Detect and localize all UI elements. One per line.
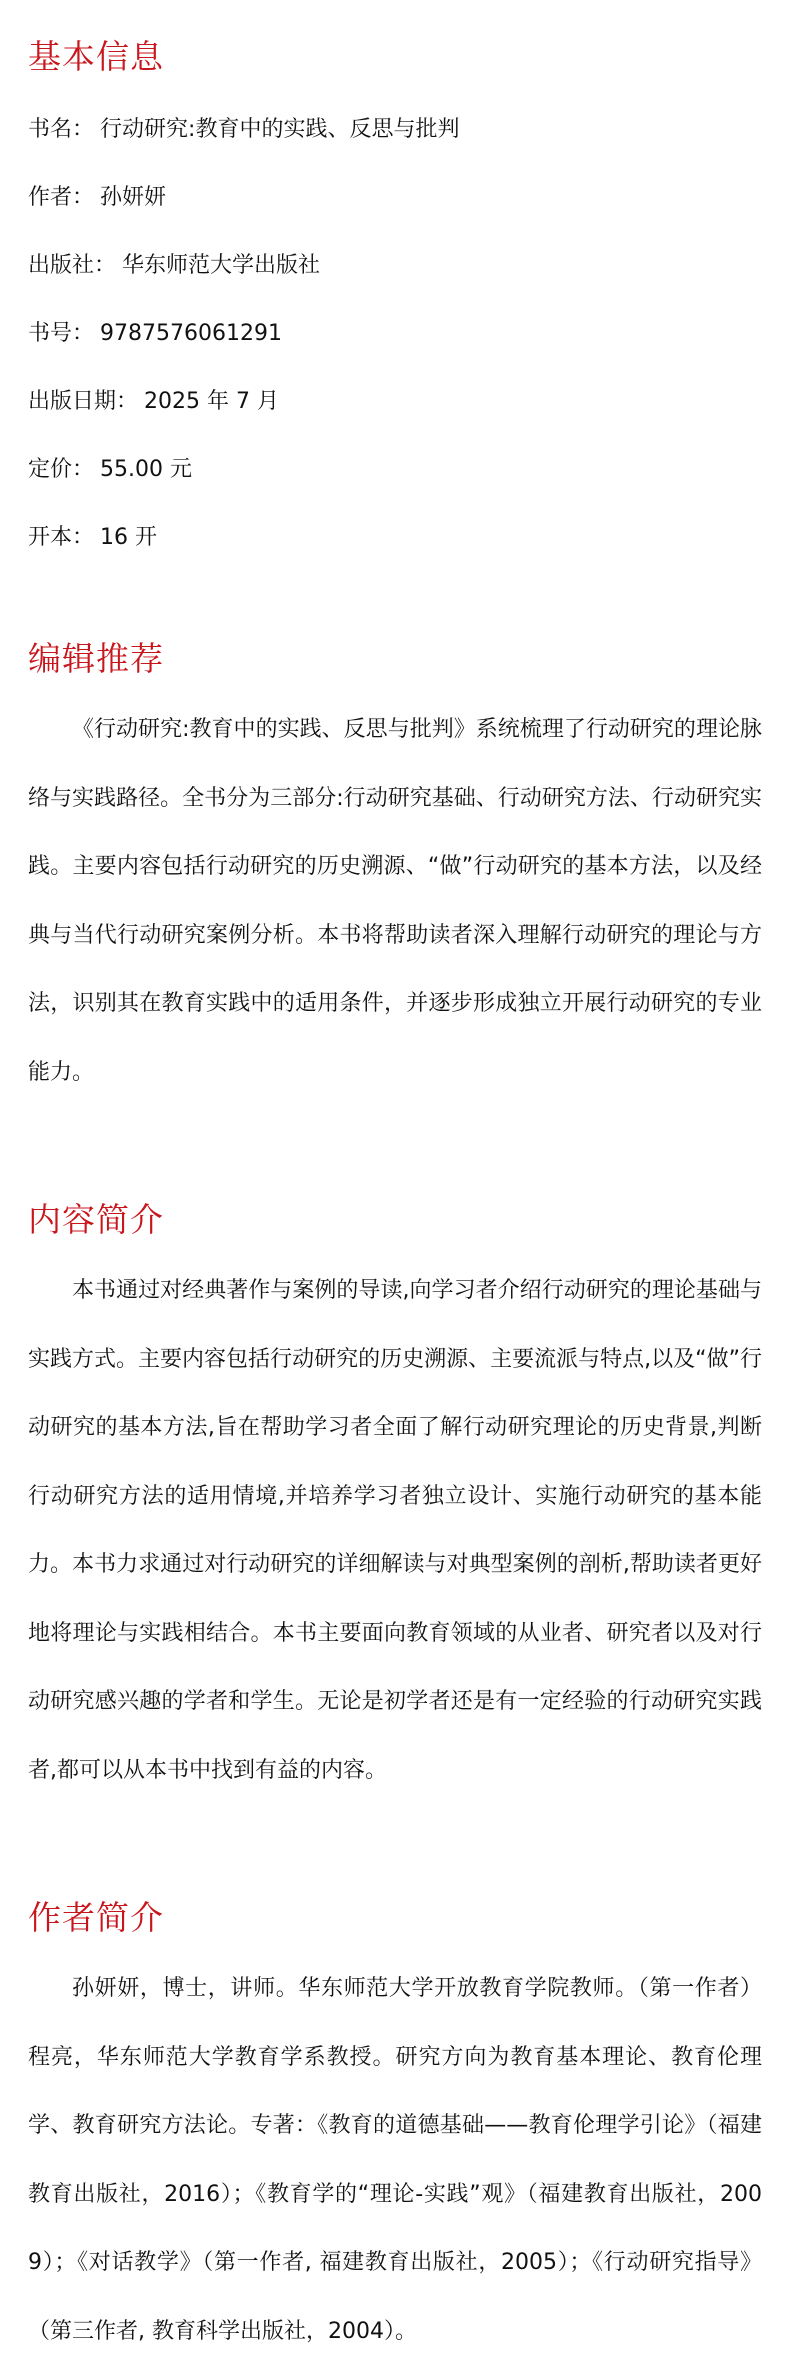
editor-recommendation-section — [28, 632, 762, 1107]
info-label: 作者 — [28, 185, 73, 210]
info-label: 定价 — [28, 457, 73, 482]
basic-info-section — [28, 30, 762, 572]
info-value: 9787576061291 — [100, 321, 282, 346]
basic-info-title: 基本信息 — [28, 37, 164, 76]
info-separator: ： — [72, 321, 95, 346]
content-summary-title: 内容简介 — [28, 1200, 164, 1239]
editor-recommendation-text: 《行动研究:教育中的实践、反思与批判》系统梳理了行动研究的理论脉络与实践路径。全书分为三部分:行动研究基础、行动研究方法、行动研究实践。主要内容包括行动研究的历史溯源、“做”行动研究的基本方法，以及经典与当代行动研究案例分析。本书将帮助读者深入理解行动研究的理论与方法，识别其在教育实践中的适用条件，并逐步形成独立开展行动研究的专业能力。 — [28, 717, 762, 1085]
info-item-format — [28, 504, 762, 572]
info-value: 2025 年 7 月 — [144, 389, 279, 414]
content-summary-section — [28, 1193, 762, 1805]
info-item-publisher — [28, 232, 762, 300]
info-separator: ： — [72, 457, 95, 482]
author-intro-section — [28, 1891, 762, 2366]
info-label: 出版日期 — [28, 389, 117, 414]
info-label: 书名 — [28, 117, 73, 142]
info-item-author — [28, 164, 762, 232]
info-value: 16 开 — [100, 525, 158, 550]
info-item-isbn — [28, 300, 762, 368]
info-item-publish-date — [28, 368, 762, 436]
info-item-book-title — [28, 96, 762, 164]
info-label: 书号 — [28, 321, 73, 346]
basic-info-list — [28, 96, 762, 572]
info-separator: ： — [94, 253, 117, 278]
info-label: 开本 — [28, 525, 73, 550]
info-value: 55.00 元 — [100, 457, 193, 482]
author-intro-title: 作者简介 — [28, 1898, 164, 1937]
info-separator: ： — [116, 389, 139, 414]
editor-recommendation-title: 编辑推荐 — [28, 639, 164, 678]
info-separator: ： — [72, 117, 95, 142]
author-intro-text: 孙妍妍，博士，讲师。华东师范大学开放教育学院教师。（第一作者） 程亮，华东师范大学教育学系教授。研究方向为教育基本理论、教育伦理学、教育研究方法论。专著：《教育的道德基础——教育伦理学引论》（福建教育出版社，2016）；《教育学的“理论-实践”观》（福建教育出版社，2009）；《对话教学》（第一作者, 福建教育出版社，2005）；《行动研究指导》（第三作者, 教育科学出版社，2004）。 — [28, 1976, 762, 2344]
content-summary-text: 本书通过对经典著作与案例的导读,向学习者介绍行动研究的理论基础与实践方式。主要内容包括行动研究的历史溯源、主要流派与特点,以及“做”行动研究的基本方法,旨在帮助学习者全面了解行动研究理论的历史背景,判断行动研究方法的适用情境,并培养学习者独立设计、实施行动研究的基本能力。本书力求通过对行动研究的详细解读与对典型案例的剖析,帮助读者更好地将理论与实践相结合。本书主要面向教育领域的从业者、研究者以及对行动研究感兴趣的学者和学生。无论是初学者还是有一定经验的行动研究实践者,都可以从本书中找到有益的内容。 — [28, 1278, 762, 1783]
info-separator: ： — [72, 525, 95, 550]
info-label: 出版社 — [28, 253, 95, 278]
info-value: 孙妍妍 — [100, 185, 167, 210]
info-value: 华东师范大学出版社 — [122, 253, 321, 278]
info-value: 行动研究:教育中的实践、反思与批判 — [100, 117, 460, 142]
info-item-price — [28, 436, 762, 504]
info-separator: ： — [72, 185, 95, 210]
